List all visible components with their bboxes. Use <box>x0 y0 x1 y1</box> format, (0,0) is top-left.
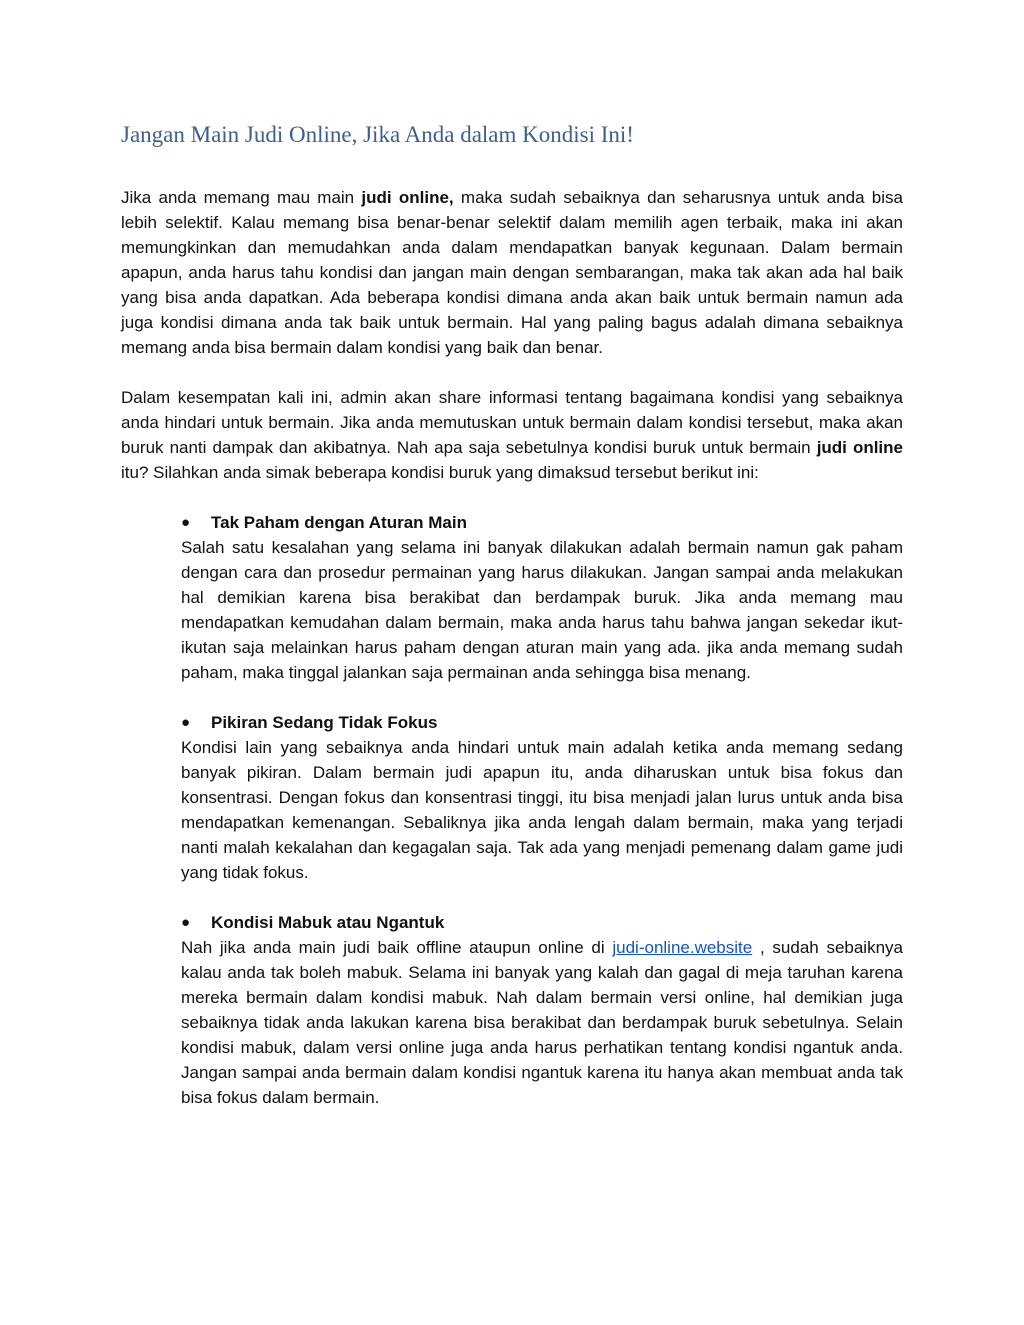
list-item-heading-text: Kondisi Mabuk atau Ngantuk <box>211 913 445 932</box>
list-item-body-before: Nah jika anda main judi baik offline ataupun online di <box>181 938 613 957</box>
list-item-heading <box>181 910 903 935</box>
bullet-icon: ● <box>181 914 191 931</box>
list-item <box>181 710 903 885</box>
list-item-heading-text: Pikiran Sedang Tidak Fokus <box>211 713 438 732</box>
intro-paragraph <box>121 185 903 360</box>
intro-text-before: Jika anda memang mau main <box>121 188 362 207</box>
list-item-body <box>181 935 903 1110</box>
list-item-body: Salah satu kesalahan yang selama ini banyak dilakukan adalah bermain namun gak paham dengan cara dan prosedur permainan yang harus dilakukan. Jangan sampai anda melakukan hal demikian karena bisa berakibat dan berdampak buruk. Jika anda memang mau mendapatkan kemudahan dalam bermain, maka anda harus tahu bahwa jangan sekedar ikut-ikutan saja melainkan harus paham dengan aturan main yang ada. jika anda memang sudah paham, maka tinggal jalankan saja permainan anda sehingga bisa menang. <box>181 538 903 682</box>
second-text-after: itu? Silahkan anda simak beberapa kondisi buruk yang dimaksud tersebut berikut ini: <box>121 463 759 482</box>
list-item-body-after: , sudah sebaiknya kalau anda tak boleh mabuk. Selama ini banyak yang kalah dan gagal di meja taruhan karena mereka bermain dalam kondisi mabuk. Nah dalam bermain versi online, hal demikian juga sebaiknya tidak anda lakukan karena bisa berakibat dan berdampak buruk sebetulnya. Selain kondisi mabuk, dalam versi online juga anda harus perhatikan tentang kondisi ngantuk anda. Jangan sampai anda bermain dalam kondisi ngantuk karena itu hanya akan membuat anda tak bisa fokus dalam bermain. <box>181 938 903 1107</box>
intro-text-after: maka sudah sebaiknya dan seharusnya untuk anda bisa lebih selektif. Kalau memang bisa benar-benar selektif dalam memilih agen terbaik, maka ini akan memungkinkan dan memudahkan anda dalam mendapatkan banyak kegunaan. Dalam bermain apapun, anda harus tahu kondisi dan jangan main dengan sembarangan, maka tak akan ada hal baik yang bisa anda dapatkan. Ada beberapa kondisi dimana anda akan baik untuk bermain namun ada juga kondisi dimana anda tak baik untuk bermain. Hal yang paling bagus adalah dimana sebaiknya memang anda bisa bermain dalam kondisi yang baik dan benar. <box>121 188 903 357</box>
second-bold-keyword: judi online <box>816 438 903 457</box>
list-item-heading-text: Tak Paham dengan Aturan Main <box>211 513 467 532</box>
bullet-icon: ● <box>181 514 191 531</box>
second-paragraph <box>121 385 903 485</box>
conditions-list <box>121 510 903 1110</box>
list-item-body: Kondisi lain yang sebaiknya anda hindari untuk main adalah ketika anda memang sedang banyak pikiran. Dalam bermain judi apapun itu, anda diharuskan untuk bisa fokus dan konsentrasi. Dengan fokus dan konsentrasi tinggi, itu bisa menjadi jalan lurus untuk anda bisa mendapatkan kemenangan. Sebaliknya jika anda lengah dalam bermain, maka yang terjadi nanti malah kekalahan dan kegagalan saja. Tak ada yang menjadi pemenang dalam game judi yang tidak fokus. <box>181 738 903 882</box>
bullet-icon: ● <box>181 714 191 731</box>
judi-online-website-link[interactable]: judi-online.website <box>612 938 753 957</box>
document-title: Jangan Main Judi Online, Jika Anda dalam Kondisi Ini! <box>121 122 634 147</box>
intro-bold-keyword: judi online, <box>361 188 454 207</box>
document-page <box>121 118 903 1135</box>
second-text-before: Dalam kesempatan kali ini, admin akan share informasi tentang bagaimana kondisi yang sebaiknya anda hindari untuk bermain. Jika anda memutuskan untuk bermain dalam kondisi tersebut, maka akan buruk nanti dampak dan akibatnya. Nah apa saja sebetulnya kondisi buruk untuk bermain <box>121 388 903 457</box>
list-item-heading <box>181 710 903 735</box>
list-item <box>181 910 903 1110</box>
list-item-heading <box>181 510 903 535</box>
list-item <box>181 510 903 685</box>
